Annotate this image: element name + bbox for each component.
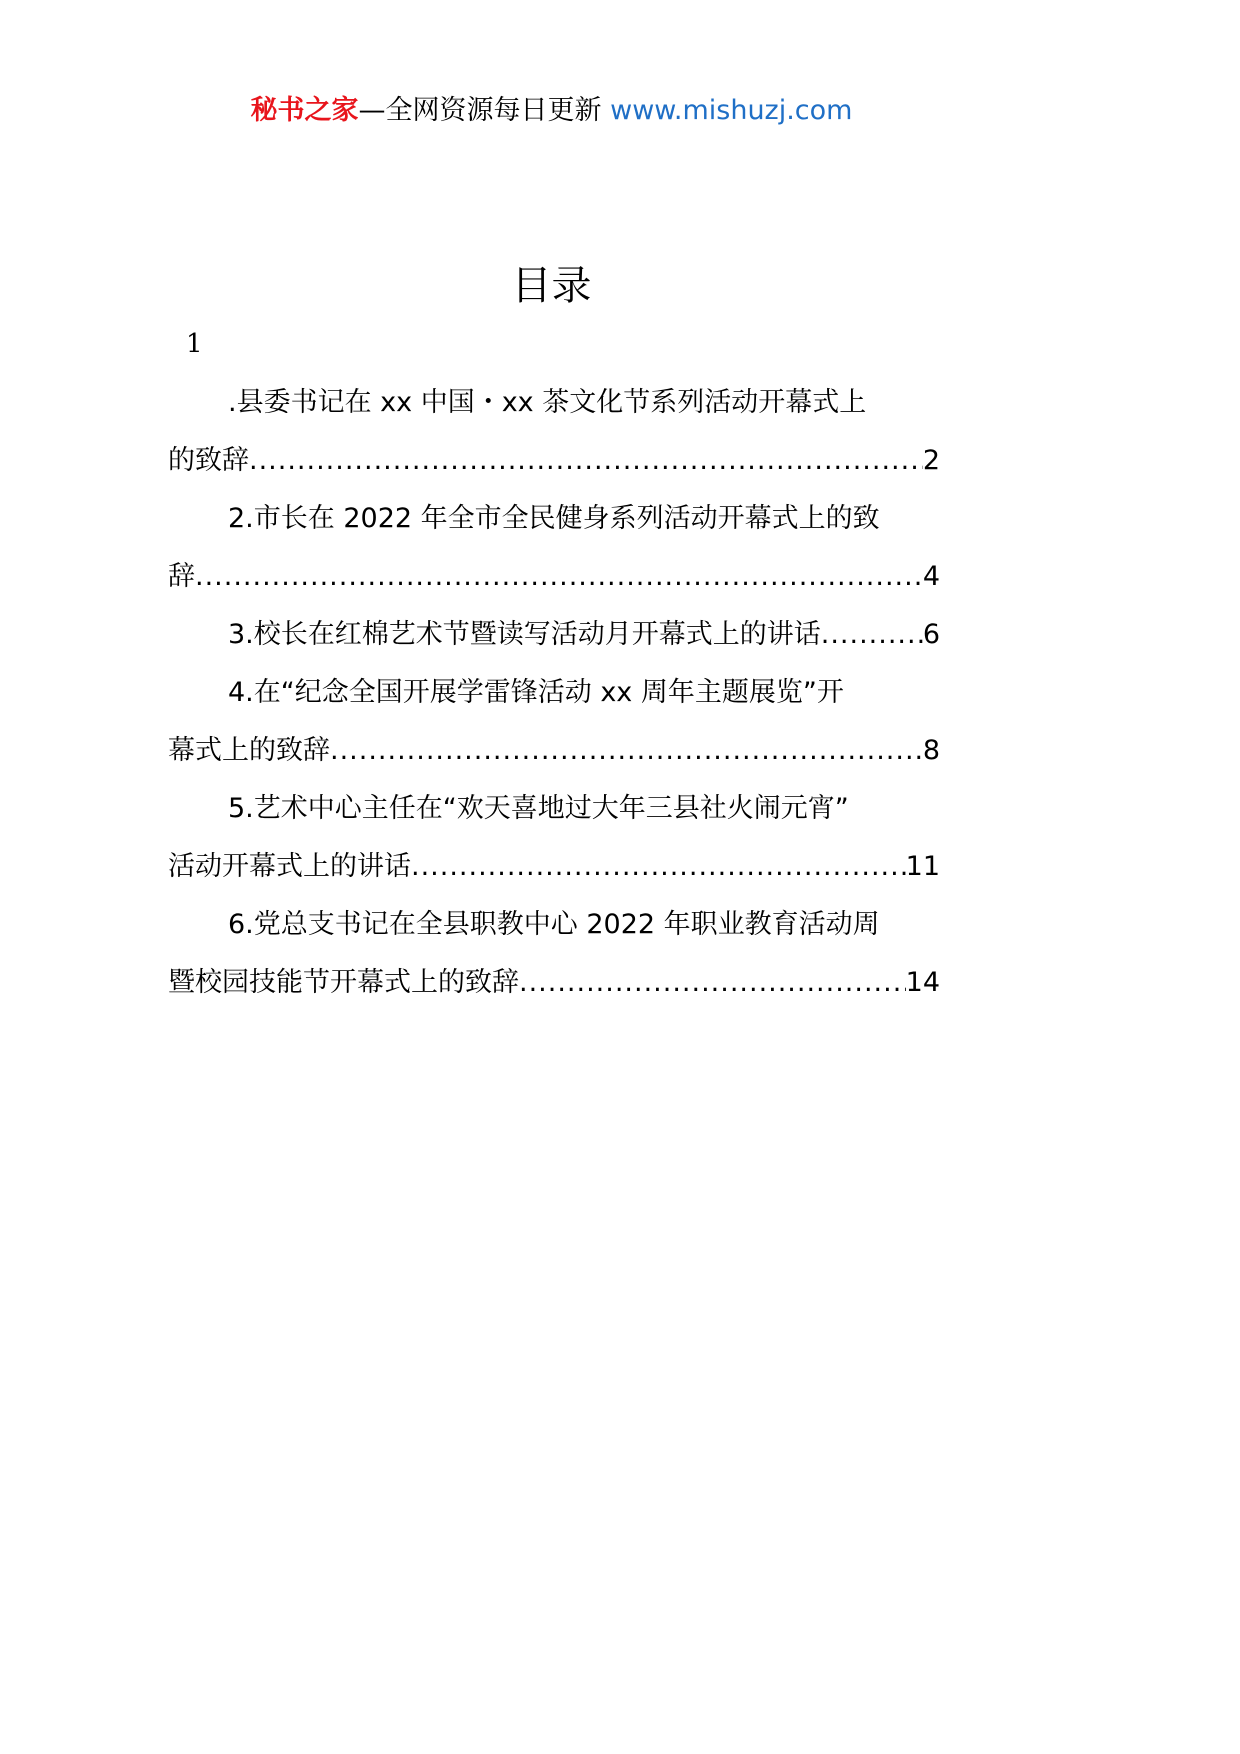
toc-page-number: 2 xyxy=(922,445,940,476)
toc-entry-title: 6.党总支书记在全县职教中心 2022 年职业教育活动周 xyxy=(228,909,880,940)
brand-name: 秘书之家 xyxy=(250,95,359,126)
toc-entry-title-cont: 的致辞 xyxy=(168,445,249,476)
toc-entry-title-cont: 暨校园技能节开幕式上的致辞 xyxy=(168,967,519,998)
toc-entry-title: 5.艺术中心主任在“欢天喜地过大年三县社火闹元宵” xyxy=(228,793,849,824)
toc-entry[interactable] xyxy=(168,374,940,490)
toc-page-number: 11 xyxy=(905,851,940,882)
toc-entry[interactable] xyxy=(168,664,940,780)
toc-page-number: 14 xyxy=(905,967,940,998)
toc-entry-title: 2.市长在 2022 年全市全民健身系列活动开幕式上的致 xyxy=(228,503,880,534)
toc-page-number: 4 xyxy=(922,561,940,592)
toc-entry[interactable] xyxy=(168,606,940,664)
toc-entry-title-cont: 辞 xyxy=(168,561,195,592)
toc-page-number: 8 xyxy=(922,735,940,766)
dot-leader xyxy=(330,722,923,780)
stray-number: 1 xyxy=(186,329,203,359)
toc-entry-title-cont: 幕式上的致辞 xyxy=(168,735,330,766)
toc-page-number: 6 xyxy=(922,619,940,650)
dot-leader xyxy=(195,548,923,606)
toc-entry-title: .县委书记在 xx 中国・xx 茶文化节系列活动开幕式上 xyxy=(228,387,867,418)
site-header xyxy=(0,92,1103,130)
dot-leader xyxy=(821,606,923,664)
dot-leader xyxy=(411,838,906,896)
toc-entry-title-cont: 活动开幕式上的讲话 xyxy=(168,851,411,882)
header-slogan: —全网资源每日更新 xyxy=(358,95,611,126)
toc-entry-title: 3.校长在红棉艺术节暨读写活动月开幕式上的讲话 xyxy=(228,619,821,650)
toc-entry-title: 4.在“纪念全国开展学雷锋活动 xx 周年主题展览”开 xyxy=(228,677,844,708)
page-title: 目录 xyxy=(511,263,592,309)
dot-leader xyxy=(249,432,923,490)
table-of-contents xyxy=(168,374,940,1012)
toc-entry[interactable] xyxy=(168,490,940,606)
site-url-link[interactable]: www.mishuzj.com xyxy=(610,95,853,126)
toc-entry[interactable] xyxy=(168,896,940,1012)
toc-entry[interactable] xyxy=(168,780,940,896)
dot-leader xyxy=(519,954,906,1012)
